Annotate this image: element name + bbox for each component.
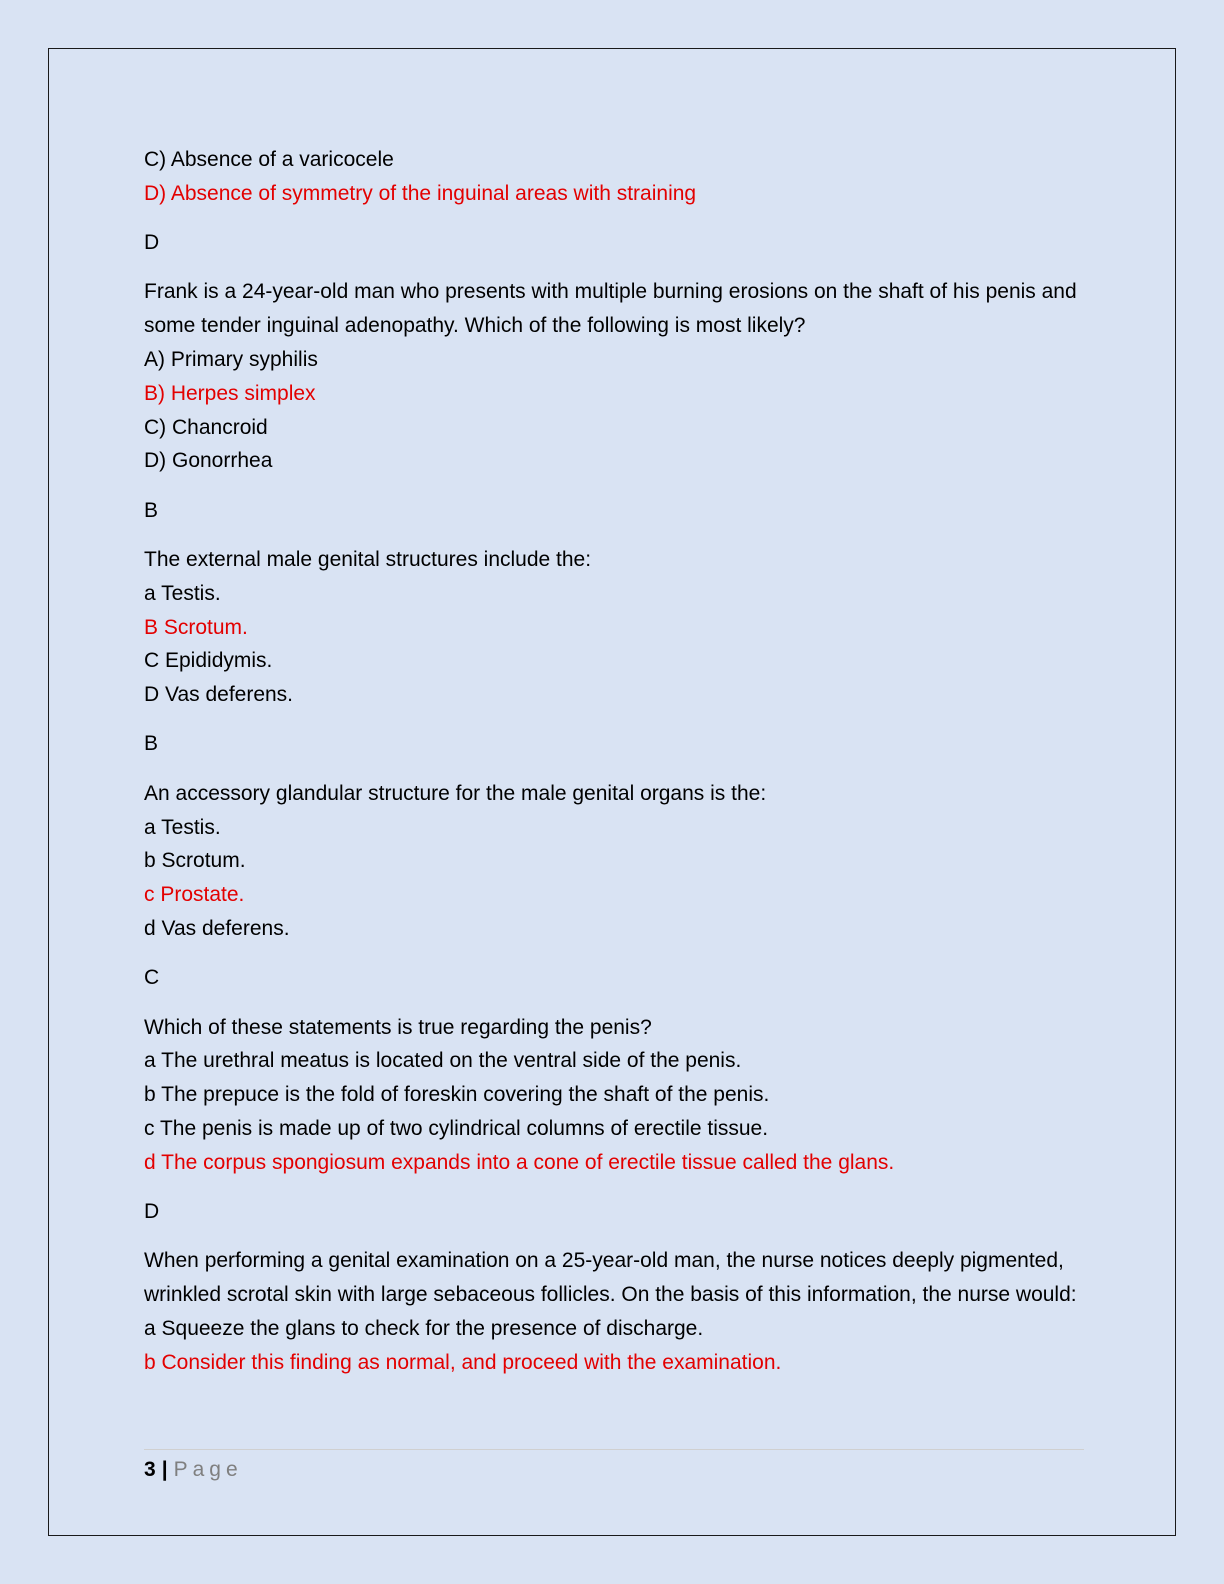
paragraph-gap	[144, 260, 1084, 276]
paragraph-gap	[144, 761, 1084, 777]
paragraph-gap	[144, 527, 1084, 543]
text-line: The external male genital structures include the:	[144, 547, 592, 571]
question-block	[144, 1244, 1084, 1379]
text-line: b The prepuce is the fold of foreskin covering the shaft of the penis.	[144, 1083, 770, 1107]
correct-answer-line: B Scrotum.	[144, 615, 248, 639]
document-body	[144, 143, 1084, 1380]
text-line: B	[144, 498, 159, 522]
page-footer	[144, 1455, 243, 1485]
correct-answer-line: b Consider this finding as normal, and proceed with the examination.	[144, 1350, 782, 1374]
text-line: D	[144, 231, 160, 255]
page-number: 3	[144, 1458, 156, 1481]
paragraph-gap	[144, 1229, 1084, 1245]
paragraph-gap	[144, 1180, 1084, 1196]
footer-divider	[144, 1449, 1084, 1450]
text-line: D Vas deferens.	[144, 683, 294, 707]
paragraph-gap	[144, 995, 1084, 1011]
text-line: D) Gonorrhea	[144, 449, 273, 473]
text-line: A) Primary syphilis	[144, 347, 318, 371]
text-line: Frank is a 24-year-old man who presents with multiple burning erosions on the shaft of his penis and some tender inguinal adenopathy. Which of the following is most likely?	[144, 280, 1077, 338]
correct-answer-line: D) Absence of symmetry of the inguinal areas with straining	[144, 181, 697, 205]
text-line: C	[144, 966, 160, 990]
text-line: B	[144, 732, 159, 756]
text-line: a Testis.	[144, 581, 221, 605]
paragraph-gap	[144, 712, 1084, 728]
correct-answer-line: B) Herpes simplex	[144, 381, 316, 405]
correct-answer-line: c Prostate.	[144, 883, 245, 907]
page-label: Page	[173, 1458, 243, 1481]
answer-key-block	[144, 494, 1084, 528]
text-line: a Testis.	[144, 815, 221, 839]
text-line: C) Chancroid	[144, 415, 268, 439]
text-line: Which of these statements is true regarding the penis?	[144, 1015, 652, 1039]
question-block	[144, 1011, 1084, 1180]
text-line: b Scrotum.	[144, 849, 246, 873]
text-line: When performing a genital examination on a 25-year-old man, the nurse notices deeply pigmented, wrinkled scrotal skin with large sebaceous follicles. On the basis of this information, the nurse would:	[144, 1249, 1077, 1307]
text-line: C) Absence of a varicocele	[144, 148, 394, 171]
answer-key-block	[144, 226, 1084, 260]
paragraph-gap	[144, 478, 1084, 494]
answer-key-block	[144, 727, 1084, 761]
text-line: C Epididymis.	[144, 649, 273, 673]
footer-separator: |	[161, 1458, 168, 1481]
paragraph-gap	[144, 211, 1084, 227]
text-line: D	[144, 1200, 160, 1224]
answer-key-block	[144, 961, 1084, 995]
correct-answer-line: d The corpus spongiosum expands into a cone of erectile tissue called the glans.	[144, 1150, 895, 1174]
text-line: d Vas deferens.	[144, 916, 290, 940]
text-line: c The penis is made up of two cylindrical columns of erectile tissue.	[144, 1116, 769, 1140]
paragraph-gap	[144, 946, 1084, 962]
question-block	[144, 275, 1084, 478]
question-block	[144, 543, 1084, 712]
text-line: An accessory glandular structure for the male genital organs is the:	[144, 781, 767, 805]
question-block	[144, 777, 1084, 946]
text-line: a The urethral meatus is located on the ventral side of the penis.	[144, 1049, 742, 1073]
answer-key-block	[144, 1195, 1084, 1229]
question-block	[144, 143, 1084, 211]
text-line: a Squeeze the glans to check for the presence of discharge.	[144, 1316, 704, 1340]
